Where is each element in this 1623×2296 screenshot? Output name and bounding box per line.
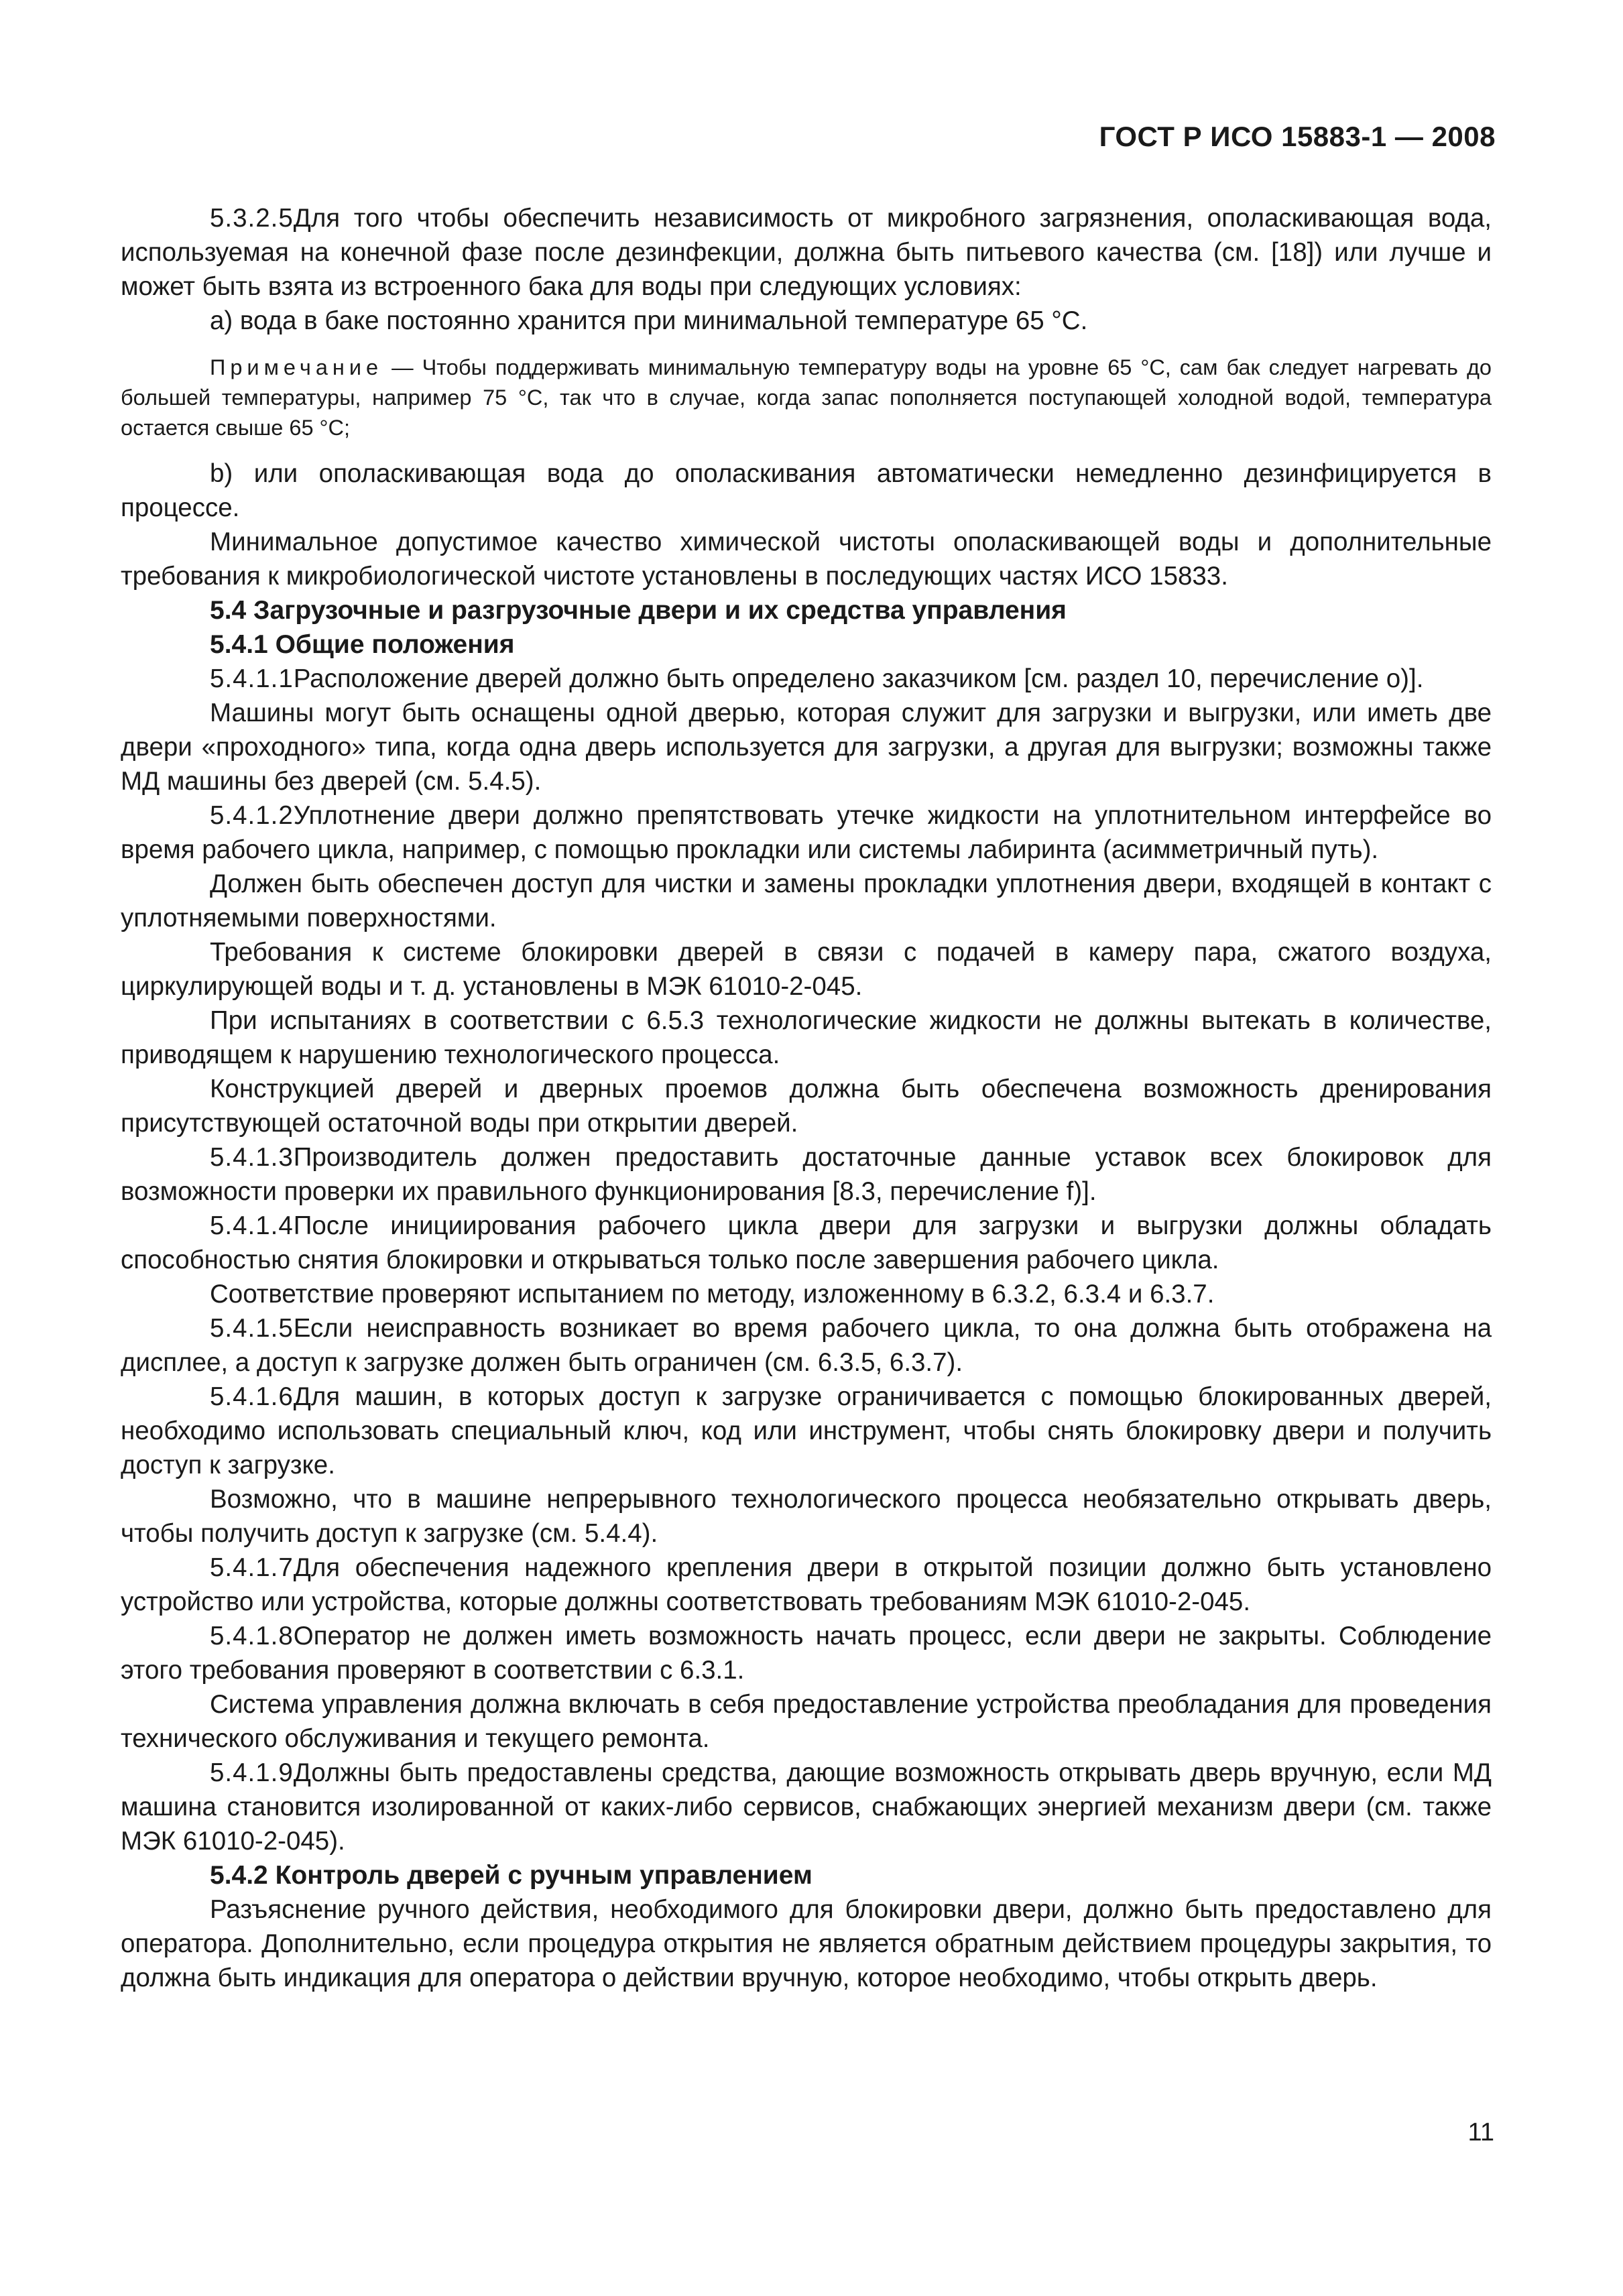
paragraph-interlock: Требования к системе блокировки дверей в связи с подачей в камеру пара, сжатого воздуха, циркулирующей воды и т. д. установлены в МЭК 61010-2-045.	[121, 938, 1492, 1001]
paragraph-access: Должен быть обеспечен доступ для чистки и замены прокладки уплотнения двери, входящей в контакт с уплотняемыми поверхностями.	[121, 869, 1492, 932]
paragraph-conformity: Соответствие проверяют испытанием по методу, изложенному в 6.3.2, 6.3.4 и 6.3.7.	[210, 1280, 1215, 1309]
paragraph-5-4-1-3	[121, 1140, 1492, 1209]
paragraph-tests: При испытаниях в соответствии с 6.5.3 технологические жидкости не должны вытекать в количестве, приводящем к нарушению технологического процесса.	[121, 1006, 1492, 1069]
paragraph-min-quality: Минимальное допустимое качество химической чистоты ополаскивающей воды и дополнительные требования к микробиологической чистоте установлены в последующих частях ИСО 15833.	[121, 528, 1492, 591]
document-body	[121, 201, 1492, 1995]
paragraph-machines: Машины могут быть оснащены одной дверью, которая служит для загрузки и выгрузки, или иметь две двери «проходного» типа, когда одна дверь используется для загрузки, а другая для выгрузки; возможны также МД машины без дверей (см. 5.4.5).	[121, 699, 1492, 796]
paragraph-5-4-1-7	[121, 1551, 1492, 1619]
paragraph-5-4-1-1	[121, 662, 1492, 696]
clause-text: Для обеспечения надежного крепления двери в открытой позиции должно быть установлено устройство или устройства, которые должны соответствовать требованиям МЭК 61010-2-045.	[121, 1553, 1492, 1616]
paragraph-5-4-1-6	[121, 1380, 1492, 1482]
paragraph-5-4-1-4	[121, 1209, 1492, 1277]
clause-number: 5.4.1.8	[210, 1622, 294, 1650]
clause-text: Оператор не должен иметь возможность начать процесс, если двери не закрыты. Соблюдение этого требования проверяют в соответствии с 6.3.1.	[121, 1622, 1492, 1685]
list-item-b: b) или ополаскивающая вода до ополаскивания автоматически немедленно дезинфицируется в процессе.	[121, 459, 1492, 522]
clause-number: 5.4.1.9	[210, 1758, 294, 1787]
paragraph-drain: Конструкцией дверей и дверных проемов должна быть обеспечена возможность дренирования присутствующей остаточной воды при открытии дверей.	[121, 1075, 1492, 1138]
standard-header: ГОСТ Р ИСО 15883-1 — 2008	[1099, 121, 1496, 152]
clause-text: Если неисправность возникает во время рабочего цикла, то она должна быть отображена на дисплее, а доступ к загрузке должен быть ограничен (см. 6.3.5, 6.3.7).	[121, 1314, 1492, 1377]
page-number: 11	[1467, 2118, 1494, 2147]
paragraph-control: Система управления должна включать в себя предоставление устройства преобладания для проведения технического обслуживания и текущего ремонта.	[121, 1690, 1492, 1753]
clause-text: Должны быть предоставлены средства, дающие возможность открывать дверь вручную, если МД машина становится изолированной от каких-либо сервисов, снабжающих энергией механизм двери (см. также МЭК 61010-2-045).	[121, 1758, 1492, 1856]
clause-number: 5.3.2.5	[210, 204, 294, 233]
clause-text: После инициирования рабочего цикла двери для загрузки и выгрузки должны обладать способностью снятия блокировки и открываться только после завершения рабочего цикла.	[121, 1211, 1492, 1274]
clause-number: 5.4.1.5	[210, 1314, 294, 1343]
list-item-a: a) вода в баке постоянно хранится при минимальной температуре 65 °С.	[210, 306, 1088, 335]
clause-number: 5.4.1.1	[210, 664, 294, 693]
paragraph-5-4-1-9	[121, 1756, 1492, 1858]
clause-number: 5.4.1.6	[210, 1382, 294, 1411]
paragraph-5-4-1-8	[121, 1619, 1492, 1687]
note	[121, 353, 1492, 443]
paragraph-5-4-1-2	[121, 798, 1492, 867]
section-heading-5-4-2: 5.4.2 Контроль дверей с ручным управлением	[210, 1861, 813, 1890]
note-label: Примечание	[210, 355, 383, 379]
clause-text: Для того чтобы обеспечить независимость от микробного загрязнения, ополаскивающая вода, используемая на конечной фазе после дезинфекции, должна быть питьевого качества (см. [18]) или лучше и может быть взята из встроенного бака для воды при следующих условиях:	[121, 204, 1492, 301]
clause-text: Уплотнение двери должно препятствовать утечке жидкости на уплотнительном интерфейсе во время рабочего цикла, например, с помощью прокладки или системы лабиринта (асимметричный путь).	[121, 801, 1492, 864]
clause-text: Расположение дверей должно быть определено заказчиком [см. раздел 10, перечисление о)].	[293, 664, 1424, 693]
clause-number: 5.4.1.7	[210, 1553, 294, 1582]
clause-number: 5.4.1.3	[210, 1143, 294, 1172]
clause-text: Производитель должен предоставить достаточные данные уставок всех блокировок для возможности проверки их правильного функционирования [8.3, перечисление f)].	[121, 1143, 1492, 1206]
section-heading-5-4-1: 5.4.1 Общие положения	[210, 630, 515, 659]
clause-number: 5.4.1.2	[210, 801, 294, 830]
paragraph-possible: Возможно, что в машине непрерывного технологического процесса необязательно открывать дверь, чтобы получить доступ к загрузке (см. 5.4.4).	[121, 1485, 1492, 1548]
paragraph-5-3-2-5	[121, 201, 1492, 304]
note-text: — Чтобы поддерживать минимальную температуру воды на уровне 65 °С, сам бак следует нагревать до большей температуры, например 75 °С, так что в случае, когда запас пополняется поступающей холодной водой, температура остается свыше 65 °С;	[121, 355, 1492, 440]
clause-number: 5.4.1.4	[210, 1211, 294, 1240]
paragraph-5-4-1-5	[121, 1311, 1492, 1380]
section-heading-5-4: 5.4 Загрузочные и разгрузочные двери и их средства управления	[210, 596, 1067, 625]
clause-text: Для машин, в которых доступ к загрузке ограничивается с помощью блокированных дверей, необходимо использовать специальный ключ, код или инструмент, чтобы снять блокировку двери и получить доступ к загрузке.	[121, 1382, 1492, 1479]
paragraph-manual: Разъяснение ручного действия, необходимого для блокировки двери, должно быть предоставлено для оператора. Дополнительно, если процедура открытия не является обратным действием процедуры закрытия, то должна быть индикация для оператора о действии вручную, которое необходимо, чтобы открыть дверь.	[121, 1895, 1492, 1992]
